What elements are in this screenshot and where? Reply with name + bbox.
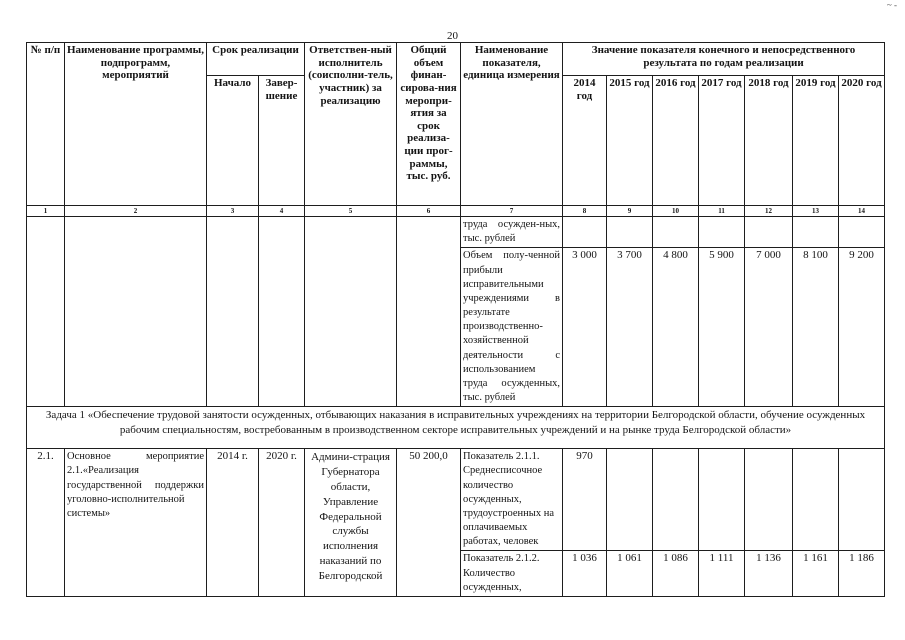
column-number: 8 — [563, 206, 607, 217]
value-cell — [653, 217, 699, 248]
header-num: № п/п — [27, 43, 65, 206]
header-start: Начало — [207, 76, 259, 206]
header-end: Завер-шение — [259, 76, 305, 206]
column-number: 9 — [607, 206, 653, 217]
task-heading: Задача 1 «Обеспечение трудовой занятости осужденных, отбывающих наказания в исправительных учреждениях на территории Белгородской области, обучение осужденных рабочим специальностям, востребованным в производственном секторе исправительных учреждений и на рынке труда Белгородской области» — [27, 407, 885, 449]
column-number: 2 — [65, 206, 207, 217]
value-cell: 1 186 — [839, 551, 885, 597]
value-cell — [607, 217, 653, 248]
header-year: 2016 год — [653, 76, 699, 206]
activity-name: Основное мероприятие 2.1.«Реализация государственной поддержки уголовно-исполнительной системы» — [65, 449, 207, 597]
column-number: 12 — [745, 206, 793, 217]
value-cell: 3 000 — [563, 248, 607, 407]
value-cell — [839, 449, 885, 551]
header-year: 2014 год — [563, 76, 607, 206]
header-year: 2018 год — [745, 76, 793, 206]
value-cell: 4 800 — [653, 248, 699, 407]
value-cell — [793, 217, 839, 248]
activity-executor: Админи-страция Губернатора области, Управление Федеральной службы исполнения наказаний по Белгородской — [305, 449, 397, 597]
table-row — [27, 449, 885, 551]
header-year: 2015 год — [607, 76, 653, 206]
table-row — [27, 217, 885, 248]
indicator-cell: Показатель 2.1.1. Среднесписочное количество осужденных, трудоустроенных на оплачиваемых работах, человек — [461, 449, 563, 551]
column-number: 7 — [461, 206, 563, 217]
scan-mark: ~ - — [886, 0, 897, 10]
column-number: 14 — [839, 206, 885, 217]
activity-volume: 50 200,0 — [397, 449, 461, 597]
value-cell: 5 900 — [699, 248, 745, 407]
value-cell: 1 161 — [793, 551, 839, 597]
column-number: 3 — [207, 206, 259, 217]
header-indicator: Наименование показателя, единица измерения — [461, 43, 563, 206]
task-row — [27, 407, 885, 449]
value-cell: 3 700 — [607, 248, 653, 407]
column-number: 13 — [793, 206, 839, 217]
header-year: 2020 год — [839, 76, 885, 206]
value-cell: 7 000 — [745, 248, 793, 407]
value-cell — [699, 449, 745, 551]
header-year: 2017 год — [699, 76, 745, 206]
header-period: Срок реализации — [207, 43, 305, 76]
value-cell — [699, 217, 745, 248]
value-cell: 8 100 — [793, 248, 839, 407]
value-cell: 1 061 — [607, 551, 653, 597]
value-cell: 9 200 — [839, 248, 885, 407]
value-cell: 1 036 — [563, 551, 607, 597]
value-cell: 1 086 — [653, 551, 699, 597]
activity-number: 2.1. — [27, 449, 65, 597]
column-number: 4 — [259, 206, 305, 217]
value-cell: 1 136 — [745, 551, 793, 597]
value-cell: 1 111 — [699, 551, 745, 597]
value-cell — [745, 217, 793, 248]
column-number: 10 — [653, 206, 699, 217]
header-name: Наименование программы, подпрограмм, мероприятий — [65, 43, 207, 206]
indicator-cell: Объем полу-ченной прибыли исправительными учреждениями в результате производственно-хозяйственной деятельности с использованием труда осужденных, тыс. рублей — [461, 248, 563, 407]
header-volume: Общий объем финан-сирова-ния меропри-ятия за срок реализа-ции прог-раммы, тыс. руб. — [397, 43, 461, 206]
value-cell — [563, 217, 607, 248]
indicator-cell: Показатель 2.1.2. Количество осужденных, — [461, 551, 563, 597]
column-number: 1 — [27, 206, 65, 217]
indicator-cell: труда осужден-ных, тыс. рублей — [461, 217, 563, 248]
activity-start: 2014 г. — [207, 449, 259, 597]
header-values-title: Значение показателя конечного и непосредственного результата по годам реализации — [563, 43, 885, 76]
page-number: 20 — [447, 30, 458, 42]
value-cell — [839, 217, 885, 248]
value-cell: 970 — [563, 449, 607, 551]
column-number: 5 — [305, 206, 397, 217]
value-cell — [745, 449, 793, 551]
column-number: 11 — [699, 206, 745, 217]
header-year: 2019 год — [793, 76, 839, 206]
value-cell — [653, 449, 699, 551]
column-number: 6 — [397, 206, 461, 217]
value-cell — [607, 449, 653, 551]
header-executor: Ответствен-ный исполнитель (соисполни-тель, участник) за реализацию — [305, 43, 397, 206]
activity-end: 2020 г. — [259, 449, 305, 597]
program-table — [26, 42, 885, 597]
value-cell — [793, 449, 839, 551]
